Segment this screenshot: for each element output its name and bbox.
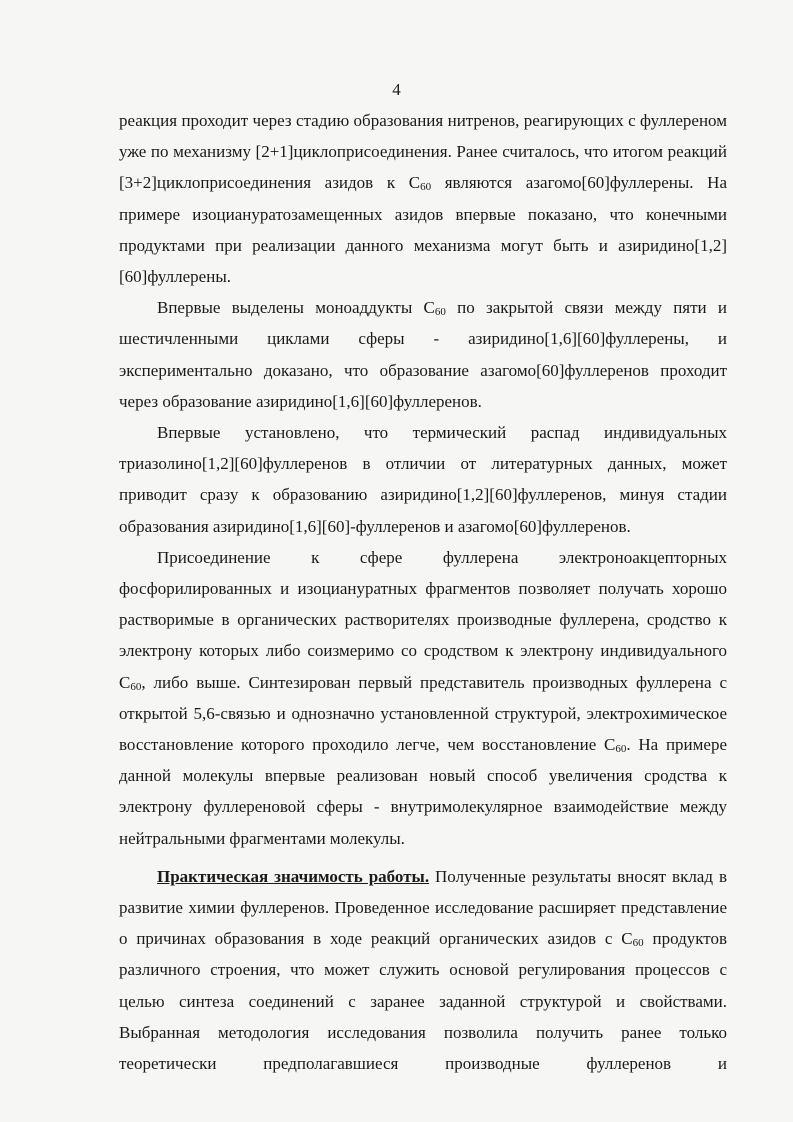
body-text xyxy=(119,105,727,1079)
paragraph: Впервые выделены моноаддукты $С_{60}$ по закрытой связи между пяти и шестичленными циклами сферы - азиридино[1,6][60]фуллерены, и экспериментально доказано, что образование азагомо[60]фуллеренов проходит через образование азиридино[1,6][60]фуллеренов. xyxy=(119,298,728,411)
page-number: 4 xyxy=(392,80,401,99)
paragraph: Присоединение к сфере фуллерена электроноакцепторных фосфорилированных и изоциануратных фрагментов позволяет получать хорошо растворимые в органических растворителях производные фуллерена, сродство к электрону которых либо соизмеримо со сродством к электрону индивидуального $С_{60}$, либо выше. Синтезирован первый представитель производных фуллерена с открытой 5,6-связью и однозначно установленной структурой, электрохимическое восстановление которого проходило легче, чем восстановление $С_{60}$. На примере данной молекулы впервые реализован новый способ увеличения сродства к электрону фуллереновой сферы - внутримолекулярное взаимодействие между нейтральными фрагментами молекулы. xyxy=(119,547,727,848)
paragraph: Практическая значимость работы. Полученные результаты вносят вклад в развитие химии фуллеренов. Проведенное исследование расширяет представление о причинах образования в ходе реакций органических азидов с $С_{60}$ продуктов различного строения, что может служить основой регулирования процессов с целью синтеза соединений с заранее заданной структурой и свойствами. Выбранная методология исследования позволила получить ранее только теоретически предполагавшиеся производные фуллеренов и xyxy=(119,866,727,1074)
paragraph: реакция проходит через стадию образования нитренов, реагирующих с фуллереном уже по механизму [2+1]циклоприсоединения. Ранее считалось, что итогом реакций [3+2]циклоприсоединения азидов к $С_{60}$ являются азагомо[60]фуллерены. На примере изоциануратозамещенных азидов впервые показано, что конечными продуктами при реализации данного механизма могут быть и азиридино[1,2][60]фуллерены. xyxy=(119,111,728,287)
section-heading: Практическая значимость работы. xyxy=(157,866,430,886)
paragraph: Впервые установлено, что термический распад индивидуальных триазолино[1,2][60]фуллеренов в отличии от литературных данных, может приводит сразу к образованию азиридино[1,2][60]фуллеренов, минуя стадии образования азиридино[1,6][60]-фуллеренов и азагомо[60]фуллеренов. xyxy=(119,423,727,536)
